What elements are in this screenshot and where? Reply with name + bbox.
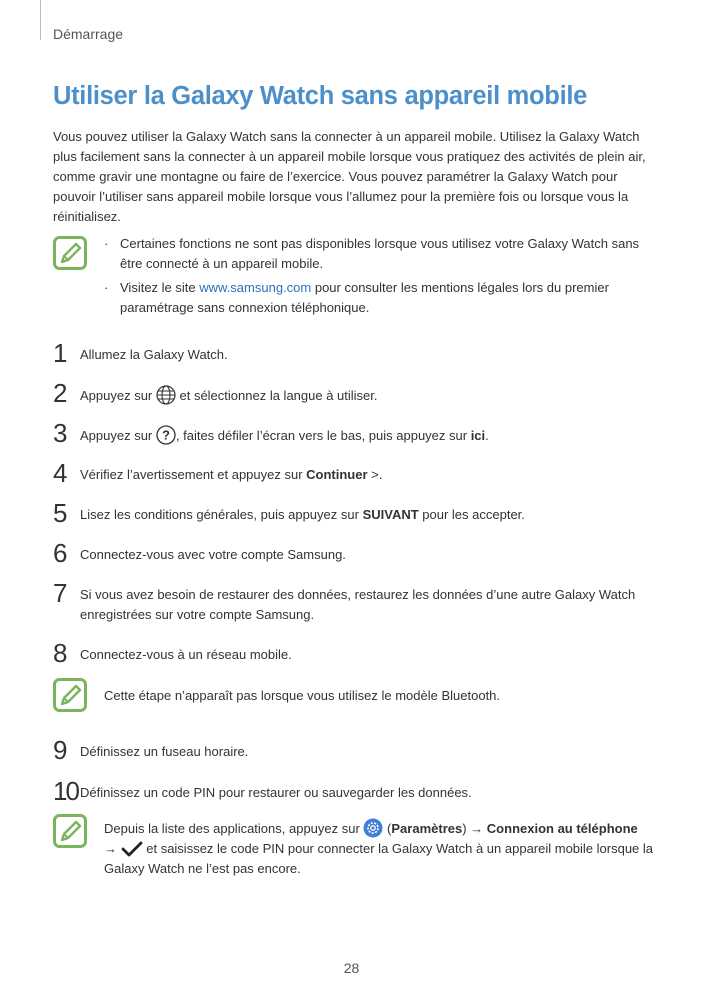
step-text [80,465,650,485]
step-text: Allumez la Galaxy Watch. [80,347,228,362]
step-text-part: . [485,428,489,443]
intro-paragraph: Vous pouvez utiliser la Galaxy Watch sans la connecter à un appareil mobile. Utilisez la Galaxy Watch plus facilement sans la connecter à un appareil mobile lorsque vous pratiquez des activités de plein air, comme gravir une montagne ou faire de l’exercice. Vous pouvez paramétrer la Galaxy Watch pour pouvoir l’utiliser sans appareil mobile lorsque vous l’allumez pour la première fois ou lorsque vous la réinitialisez. [53,129,646,224]
note-text-part: Depuis la liste des applications, appuyez sur [104,821,364,836]
step-9 [53,735,653,775]
svg-text:?: ? [161,427,170,443]
note-icon [53,678,87,712]
help-icon [156,425,176,445]
step-number: 8 [53,638,66,668]
step-7 [53,578,653,638]
step-text: Définissez un code PIN pour restaurer ou sauvegarder les données. [80,785,472,800]
step-text-part: >. [367,467,383,482]
section-label: Démarrage [53,26,124,42]
step-text [80,505,650,525]
step-text-part: Lisez les conditions générales, puis appuyez sur [80,507,363,522]
step-number: 4 [53,458,66,488]
note-icon [53,814,87,848]
step-number: 7 [53,578,66,608]
step-1 [53,338,653,378]
step-text: Définissez un fuseau horaire. [80,744,249,759]
page-title: Utiliser la Galaxy Watch sans appareil mobile [53,82,588,110]
step-number: 3 [53,418,66,448]
note-bold: Paramètres [391,821,463,836]
samsung-link[interactable]: www.samsung.com [199,280,312,295]
step-text-part: et sélectionnez la langue à utiliser. [175,388,378,403]
step-bold: ici [470,428,486,443]
step-10 [53,776,653,816]
step-text: Connectez-vous avec votre compte Samsung. [80,547,346,562]
step-3 [53,418,653,458]
step-number: 2 [53,378,66,408]
step-2 [53,378,653,418]
note-text-part: et saisissez le code PIN pour connecter la Galaxy Watch à un appareil mobile lorsque la Galaxy Watch ne l’est pas encore. [104,841,654,876]
step-bold: SUIVANT [362,507,419,522]
step-5 [53,498,653,538]
checkmark-icon [121,840,143,858]
step-number: 6 [53,538,66,568]
step-text-part: pour les accepter. [418,507,525,522]
note-text [104,818,654,879]
step-text: Si vous avez besoin de restaurer des données, restaurez les données d’une autre Galaxy Watch enregistrées sur votre compte Samsung. [80,587,636,622]
step-text: Connectez-vous à un réseau mobile. [80,647,292,662]
header-rule [40,0,41,40]
step-number: 1 [53,338,66,368]
note-bold: Connexion au téléphone [486,821,638,836]
step-4 [53,458,653,498]
step-bold: Continuer [306,467,368,482]
step-text-part: , faites défiler l’écran vers le bas, puis appuyez sur [175,428,471,443]
step-6 [53,538,653,578]
step-text-part: Appuyez sur [80,388,156,403]
step-8 [53,638,653,678]
note-text-part: ) [462,821,471,836]
note-bullet [104,278,652,318]
step-number: 9 [53,735,66,765]
note-bullet-text: pour consulter les mentions légales lors du premier paramétrage sans connexion téléphonique. [120,280,609,315]
note-text-part: ( [383,821,392,836]
page-number: 28 [343,960,360,976]
globe-icon [156,385,176,405]
arrow-glyph: → [470,821,484,836]
settings-icon [363,818,383,838]
note-text: Cette étape n’apparaît pas lorsque vous utilisez le modèle Bluetooth. [104,688,501,703]
bullet-dot: · [104,280,109,295]
note-icon [53,236,87,270]
note-bullet-text: Certaines fonctions ne sont pas disponibles lorsque vous utilisez votre Galaxy Watch sans être connecté à un appareil mobile. [120,236,640,271]
bullet-dot: · [104,236,109,251]
step-number: 10 [53,776,78,806]
note-bullet-list [104,234,652,322]
step-text-part: Vérifiez l’avertissement et appuyez sur [80,467,307,482]
step-text-part: Appuyez sur [80,428,156,443]
step-text [80,385,650,406]
arrow-glyph: → [104,841,117,856]
note-bullet [104,234,652,274]
step-text [80,425,650,446]
step-number: 5 [53,498,66,528]
note-bullet-text: Visitez le site [120,280,200,295]
